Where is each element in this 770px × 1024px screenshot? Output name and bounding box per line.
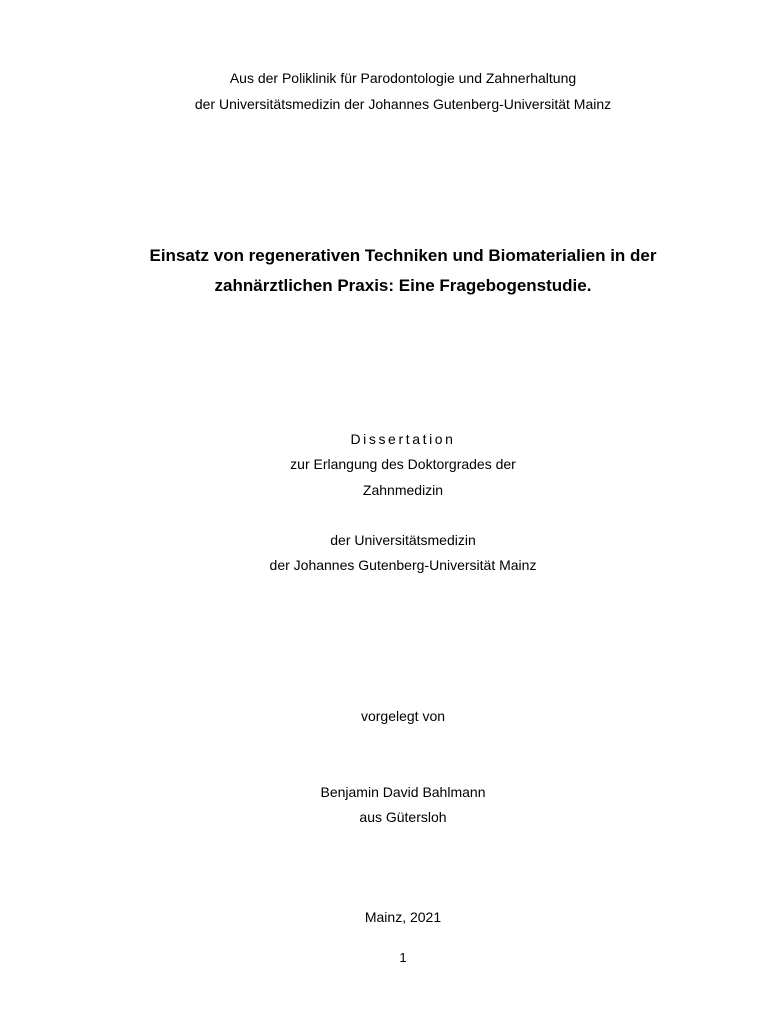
institution-line-1: Aus der Poliklinik für Parodontologie und Zahnerhaltung (229, 70, 577, 86)
thesis-title-line-1: Einsatz von regenerativen Techniken und Biomaterialien in der (149, 246, 657, 265)
faculty-line: der Universitätsmedizin (330, 532, 476, 548)
thesis-title-line-2: zahnärztlichen Praxis: Eine Fragebogenstudie. (214, 276, 592, 295)
discipline-line: Zahnmedizin (362, 482, 444, 498)
place-and-year: Mainz, 2021 (364, 909, 442, 925)
author-origin: aus Gütersloh (359, 809, 447, 825)
dissertation-heading: Dissertation (350, 431, 456, 447)
submitted-by-label: vorgelegt von (360, 708, 446, 724)
page-number: 1 (399, 950, 407, 965)
author-name: Benjamin David Bahlmann (320, 784, 486, 800)
institution-line-2: der Universitätsmedizin der Johannes Gutenberg-Universität Mainz (194, 96, 612, 112)
university-line: der Johannes Gutenberg-Universität Mainz (269, 557, 537, 573)
degree-line: zur Erlangung des Doktorgrades der (290, 456, 516, 472)
